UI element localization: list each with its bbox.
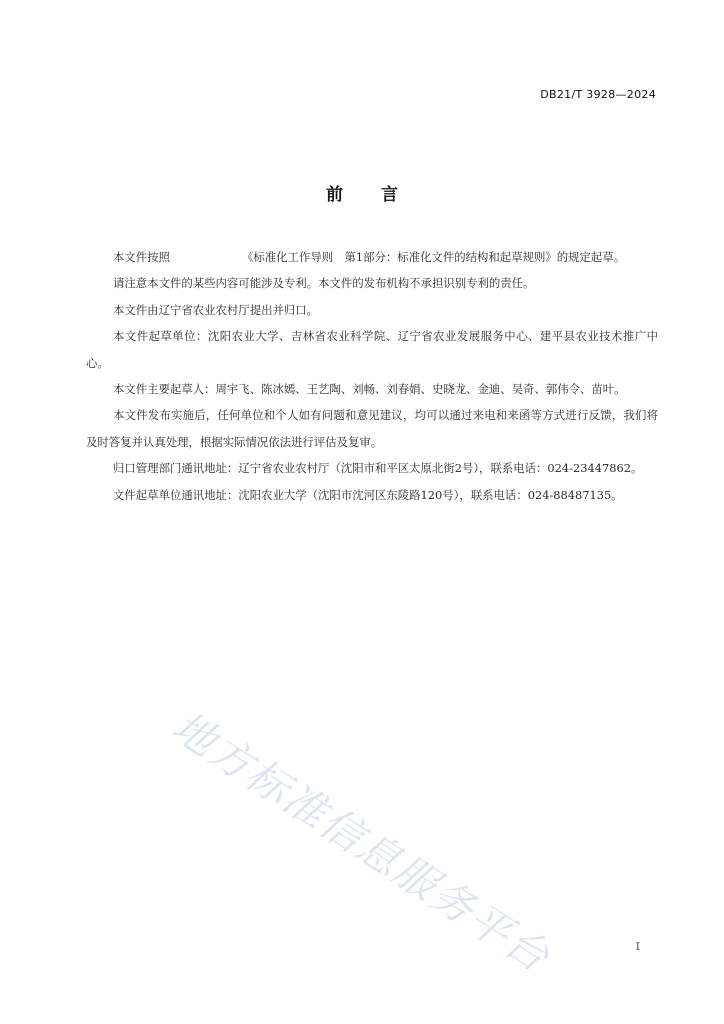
paragraph-feedback: 本文件发布实施后，任何单位和个人如有问题和意见建议，均可以通过来电和来函等方式进行反馈，我们将及时答复并认真处理，根据实际情况依法进行评估及复审。 [86,408,658,449]
watermark: 地方标准信息服务平台 [163,701,560,983]
page-number: I [635,940,640,953]
paragraph-proposer: 本文件由辽宁省农业农村厅提出并归口。 [113,302,319,317]
paragraph-admin-contact: 归口管理部门通讯地址：辽宁省农业农村厅（沈阳市和平区太原北街2号），联系电话：024-23447862。 [113,461,643,476]
paragraph-drafting-rules-text: 《标准化工作导则 第1部分：标准化文件的结构和起草规则》的规定起草。 [241,250,626,264]
paragraph-drafters: 本文件主要起草人：周宇飞、陈冰嫣、王艺陶、刘畅、刘春娟、史晓龙、金迪、吴奇、郭伟令、苗叶。 [113,382,626,397]
paragraph-drafting-rules-lead: 本文件按照 [113,250,170,264]
paragraph-drafting-rules [86,244,658,270]
paragraph-drafter-contact: 文件起草单位通讯地址：沈阳农业大学（沈阳市沈河区东陵路120号），联系电话：024-88487135。 [113,487,623,502]
page-title: 前言 [326,185,436,205]
paragraph-patent-notice: 请注意本文件的某些内容可能涉及专利。本文件的发布机构不承担识别专利的责任。 [113,276,535,291]
paragraph-drafting-units: 本文件起草单位：沈阳农业大学、吉林省农业科学院、辽宁省农业发展服务中心、建平县农业技术推广中心。 [86,329,658,370]
standard-code: DB21/T 3928—2024 [540,88,656,101]
preface-body [86,244,658,508]
